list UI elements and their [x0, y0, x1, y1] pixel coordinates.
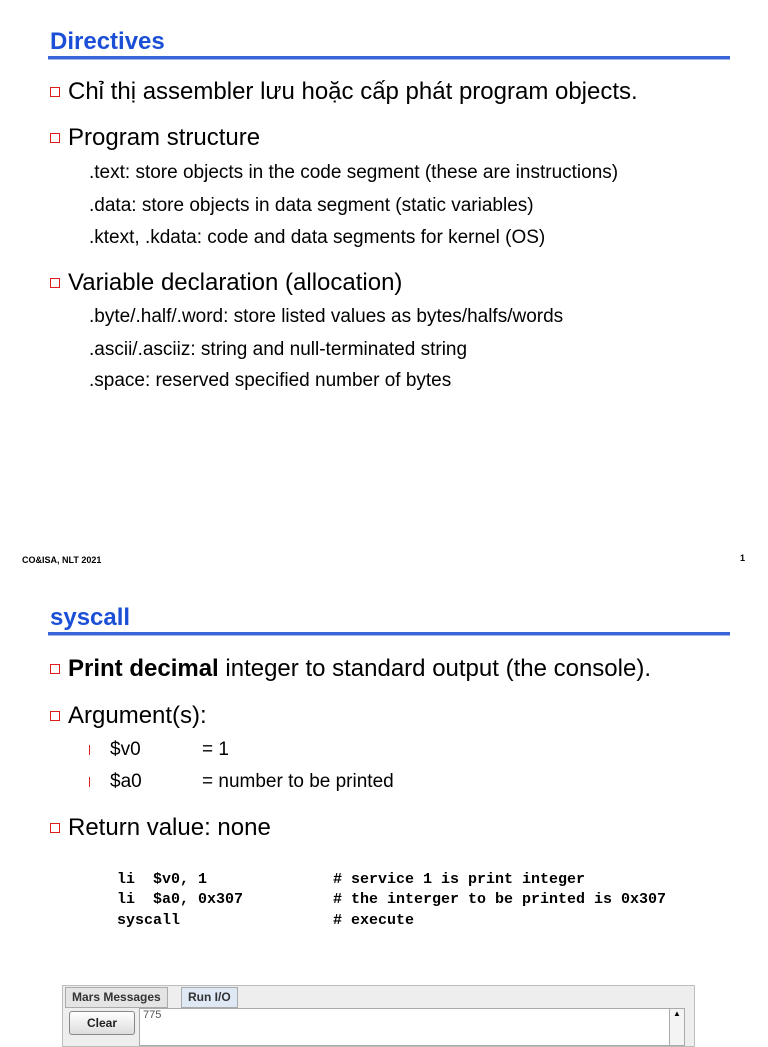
bullet-item: Argument(s):: [50, 702, 207, 730]
square-bullet-icon: [50, 133, 60, 143]
square-bullet-icon: [50, 664, 60, 674]
sub-item: .space: reserved specified number of bytes: [89, 370, 452, 391]
square-bullet-icon: [50, 87, 60, 97]
code-line: li $a0, 0x307 # the interger to be printed is 0x307: [117, 891, 667, 908]
scrollbar[interactable]: [669, 1008, 685, 1046]
arg-item: $a0 = number to be printed: [89, 771, 394, 793]
console-output[interactable]: 775: [139, 1008, 674, 1046]
bullet-item: Print decimal integer to standard output (the console).: [50, 655, 651, 683]
title-rule: [48, 632, 730, 635]
footer-credit: CO&ISA, NLT 2021: [22, 555, 102, 565]
square-bullet-icon: [50, 823, 60, 833]
title-rule: [48, 56, 730, 59]
sub-item: .ascii/.asciiz: string and null-terminated string: [89, 339, 468, 360]
bullet-item: Variable declaration (allocation): [50, 269, 402, 297]
sub-item: .ktext, .kdata: code and data segments for kernel (OS): [89, 227, 546, 248]
bar-bullet-icon: [89, 745, 90, 755]
tab-run-io[interactable]: Run I/O: [181, 987, 238, 1008]
sub-item: .data: store objects in data segment (static variables): [89, 195, 534, 216]
square-bullet-icon: [50, 278, 60, 288]
slide-title: Directives: [50, 28, 165, 55]
page-number: 1: [740, 553, 746, 563]
bullet-item: Chỉ thị assembler lưu hoặc cấp phát program objects.: [50, 78, 638, 106]
code-line: syscall # execute: [117, 912, 415, 929]
sub-item: .byte/.half/.word: store listed values as bytes/halfs/words: [89, 306, 564, 327]
slide-title: syscall: [50, 604, 131, 631]
scroll-up-icon[interactable]: ▲: [673, 1009, 681, 1018]
clear-button[interactable]: Clear: [69, 1011, 135, 1035]
bullet-item: Return value: none: [50, 814, 271, 842]
square-bullet-icon: [50, 711, 60, 721]
slide-syscall: [0, 578, 768, 1030]
mars-io-panel: [62, 985, 695, 1047]
bullet-item: Program structure: [50, 124, 260, 152]
sub-item: .text: store objects in the code segment (these are instructions): [89, 162, 619, 183]
bar-bullet-icon: [89, 777, 90, 787]
tab-mars-messages[interactable]: Mars Messages: [65, 987, 168, 1008]
arg-item: $v0 = 1: [89, 739, 229, 761]
code-line: li $v0, 1 # service 1 is print integer: [117, 871, 586, 888]
